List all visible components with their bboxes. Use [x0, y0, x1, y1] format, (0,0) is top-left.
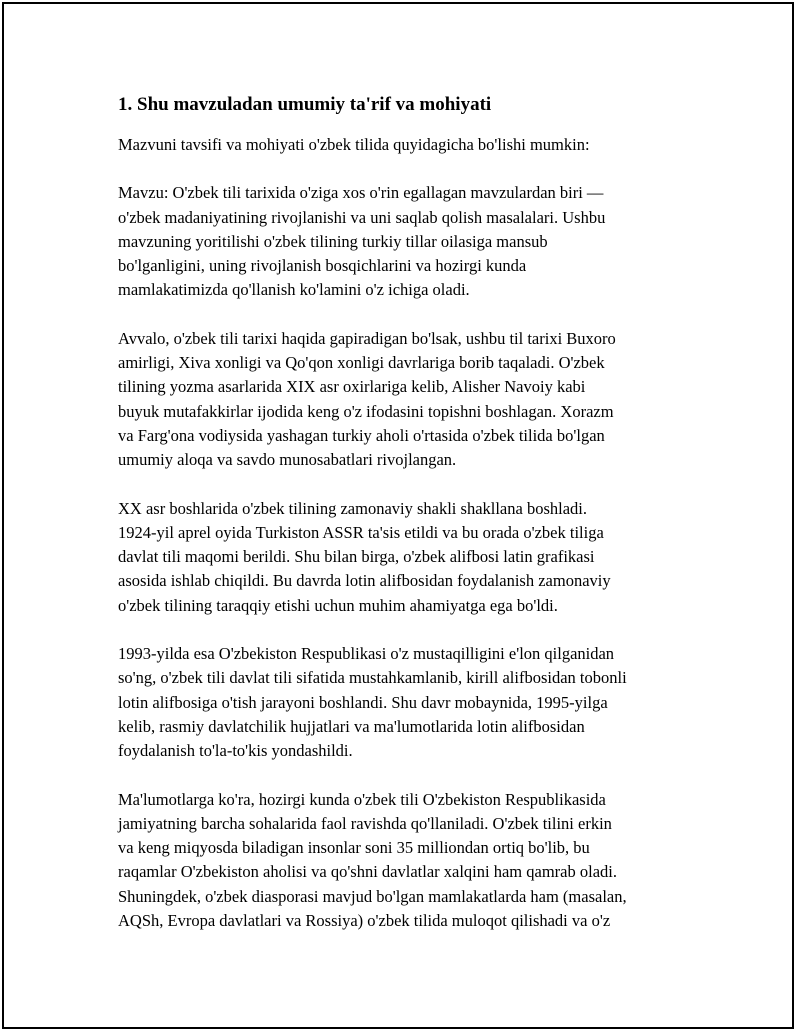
paragraph-xx-century	[118, 497, 678, 618]
text-line: mavzuning yoritilishi o'zbek tilining turkiy tillar oilasiga mansub	[118, 231, 548, 251]
text-line: lotin alifbosiga o'tish jarayoni boshlandi. Shu davr mobaynida, 1995-yilga	[118, 692, 608, 712]
document-body	[118, 92, 678, 957]
paragraph-independence	[118, 642, 678, 763]
text-line: buyuk mutafakkirlar ijodida keng o'z ifodasini topishni boshlagan. Xorazm	[118, 401, 614, 421]
text-line: va Farg'ona vodiysida yashagan turkiy aholi o'rtasida o'zbek tilida bo'lgan	[118, 425, 605, 445]
text-line: XX asr boshlarida o'zbek tilining zamonaviy shakli shakllana boshladi.	[118, 498, 587, 518]
text-line: o'zbek tilining taraqqiy etishi uchun muhim ahamiyatga ega bo'ldi.	[118, 595, 558, 615]
section-heading: 1. Shu mavzuladan umumiy ta'rif va mohiyati	[118, 94, 492, 115]
text-line: o'zbek madaniyatining rivojlanishi va uni saqlab qolish masalalari. Ushbu	[118, 207, 606, 227]
text-line: Ma'lumotlarga ko'ra, hozirgi kunda o'zbek tili O'zbekiston Respublikasida	[118, 789, 606, 809]
text-line: bo'lganligini, uning rivojlanish bosqichlarini va hozirgi kunda	[118, 256, 527, 276]
text-line: Avvalo, o'zbek tili tarixi haqida gapiradigan bo'lsak, ushbu til tarixi Buxoro	[118, 328, 616, 348]
text-line: kelib, rasmiy davlatchilik hujjatlari va ma'lumotlarida lotin alifbosidan	[118, 716, 585, 736]
text-line: 1924-yil aprel oyida Turkiston ASSR ta'sis etildi va bu orada o'zbek tiliga	[118, 522, 604, 542]
text-line: raqamlar O'zbekiston aholisi va qo'shni davlatlar xalqini ham qamrab oladi.	[118, 862, 617, 882]
text-line: tilining yozma asarlarida XIX asr oxirlariga kelib, Alisher Navoiy kabi	[118, 377, 586, 397]
text-line: mamlakatimizda qo'llanish ko'lamini o'z ichiga oladi.	[118, 280, 470, 300]
text-line: jamiyatning barcha sohalarida faol ravishda qo'llaniladi. O'zbek tilini erkin	[118, 813, 612, 833]
text-line: umumiy aloqa va savdo munosabatlari rivojlangan.	[118, 450, 457, 470]
text-line: va keng miqyosda biladigan insonlar soni 35 milliondan ortiq bo'lib, bu	[118, 838, 590, 858]
text-line: foydalanish to'la-to'kis yondashildi.	[118, 741, 353, 761]
text-line: so'ng, o'zbek tili davlat tili sifatida mustahkamlanib, kirill alifbosidan tobonli	[118, 668, 627, 688]
text-line: amirligi, Xiva xonligi va Qo'qon xonligi davrlariga borib taqaladi. O'zbek	[118, 353, 605, 373]
text-line: Shuningdek, o'zbek diasporasi mavjud bo'lgan mamlakatlarda ham (masalan,	[118, 886, 627, 906]
paragraph-mavzu	[118, 181, 678, 302]
text-line: AQSh, Evropa davlatlari va Rossiya) o'zbek tilida muloqot qilishadi va o'z	[118, 911, 611, 931]
text-line: 1993-yilda esa O'zbekiston Respublikasi o'z mustaqilligini e'lon qilganidan	[118, 644, 615, 664]
paragraph-history	[118, 327, 678, 473]
text-line: Mavzu: O'zbek tili tarixida o'ziga xos o'rin egallagan mavzulardan biri —	[118, 183, 604, 203]
text-line: davlat tili maqomi berildi. Shu bilan birga, o'zbek alifbosi latin grafikasi	[118, 547, 595, 567]
paragraph-intro	[118, 133, 678, 157]
text-line: asosida ishlab chiqildi. Bu davrda lotin alifbosidan foydalanish zamonaviy	[118, 571, 611, 591]
text-line: Mazvuni tavsifi va mohiyati o'zbek tilida quyidagicha bo'lishi mumkin:	[118, 135, 590, 154]
paragraph-current-usage	[118, 788, 678, 934]
